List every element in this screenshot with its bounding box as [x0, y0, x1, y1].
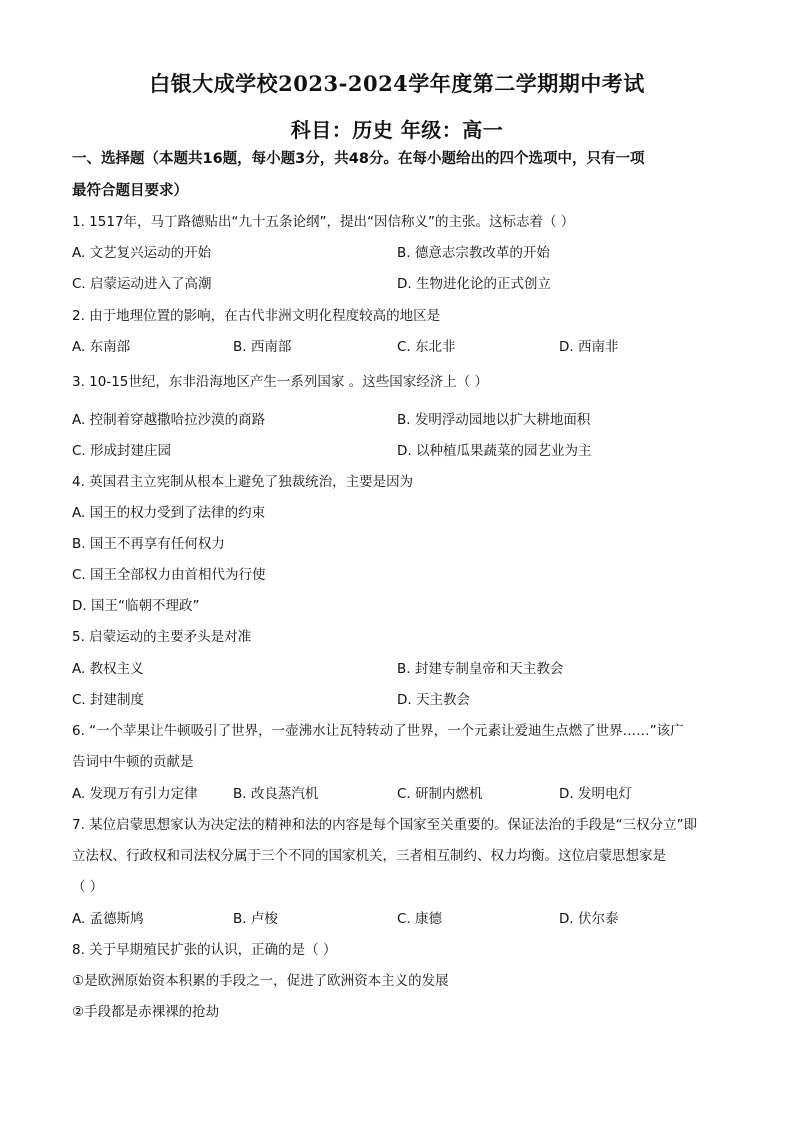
question-8-stem: 8. 关于早期殖民扩张的认识，正确的是（ ） — [72, 942, 337, 958]
question-4-option-b: B. 国王不再享有任何权力 — [72, 536, 225, 552]
question-6-option-a: A. 发现万有引力定律 — [72, 786, 198, 802]
question-5-option-c: C. 封建制度 — [72, 692, 145, 708]
question-2-option-b: B. 西南部 — [233, 339, 292, 355]
question-6-stem-line-1: 6. “一个苹果让牛顿吸引了世界，一壶沸水让瓦特转动了世界，一个元素让爱迪生点燃了世界……”该广 — [72, 723, 684, 739]
question-4-option-d: D. 国王“临朝不理政” — [72, 598, 200, 614]
question-7-option-a: A. 孟德斯鸠 — [72, 911, 144, 927]
question-1-option-a: A. 文艺复兴运动的开始 — [72, 245, 212, 261]
question-5-option-d: D. 天主教会 — [397, 692, 470, 708]
question-1-stem: 1. 1517年，马丁路德贴出“九十五条论纲”，提出“因信称义”的主张。这标志着（ ） — [72, 214, 575, 230]
question-7-option-b: B. 卢梭 — [233, 911, 278, 927]
question-2-option-c: C. 东北非 — [397, 339, 456, 355]
question-7-option-c: C. 康德 — [397, 911, 443, 927]
question-6-option-d: D. 发明电灯 — [559, 786, 632, 802]
question-3-stem: 3. 10-15世纪，东非沿海地区产生一系列国家 。这些国家经济上（ ） — [72, 374, 488, 390]
question-7-stem-line-2: 立法权、行政权和司法权分属于三个不同的国家机关，三者相互制约、权力均衡。这位启蒙思想家是 — [72, 848, 666, 864]
question-8-statement-1: ①是欧洲原始资本积累的手段之一，促进了欧洲资本主义的发展 — [72, 973, 449, 989]
question-6-option-b: B. 改良蒸汽机 — [233, 786, 319, 802]
question-7-option-d: D. 伏尔泰 — [559, 911, 619, 927]
question-5-option-b: B. 封建专制皇帝和天主教会 — [397, 661, 564, 677]
section-heading-line-2: 最符合题目要求） — [72, 183, 188, 199]
question-1-option-d: D. 生物进化论的正式创立 — [397, 276, 551, 292]
question-5-option-a: A. 教权主义 — [72, 661, 144, 677]
question-1-option-b: B. 德意志宗教改革的开始 — [397, 245, 550, 261]
question-3-option-b: B. 发明浮动园地以扩大耕地面积 — [397, 412, 591, 428]
question-3-option-a: A. 控制着穿越撒哈拉沙漠的商路 — [72, 412, 266, 428]
question-2-stem: 2. 由于地理位置的影响，在古代非洲文明化程度较高的地区是 — [72, 308, 441, 324]
question-2-option-a: A. 东南部 — [72, 339, 131, 355]
exam-title: 白银大成学校2023-2024学年度第二学期期中考试 — [149, 71, 645, 96]
question-2-option-d: D. 西南非 — [559, 339, 619, 355]
question-4-option-c: C. 国王全部权力由首相代为行使 — [72, 567, 266, 583]
question-7-stem-line-1: 7. 某位启蒙思想家认为决定法的精神和法的内容是每个国家至关重要的。保证法治的手段是“三权分立”即 — [72, 817, 698, 833]
question-1-option-c: C. 启蒙运动进入了高潮 — [72, 276, 212, 292]
question-5-stem: 5. 启蒙运动的主要矛头是对准 — [72, 629, 252, 645]
question-8-statement-2: ②手段都是赤裸裸的抢劫 — [72, 1004, 220, 1020]
question-3-option-d: D. 以种植瓜果蔬菜的园艺业为主 — [397, 443, 592, 459]
question-6-option-c: C. 研制内燃机 — [397, 786, 483, 802]
question-6-stem-line-2: 告词中牛顿的贡献是 — [72, 754, 194, 770]
question-7-stem-line-3: （ ） — [72, 879, 104, 895]
exam-subtitle: 科目：历史 年级：高一 — [290, 118, 504, 142]
section-heading — [72, 143, 732, 207]
question-4-option-a: A. 国王的权力受到了法律的约束 — [72, 505, 266, 521]
question-4-stem: 4. 英国君主立宪制从根本上避免了独裁统治，主要是因为 — [72, 474, 414, 490]
question-3-option-c: C. 形成封建庄园 — [72, 443, 172, 459]
section-heading-line-1: 一、选择题（本题共16题，每小题3分，共48分。在每小题给出的四个选项中，只有一项 — [72, 151, 645, 167]
